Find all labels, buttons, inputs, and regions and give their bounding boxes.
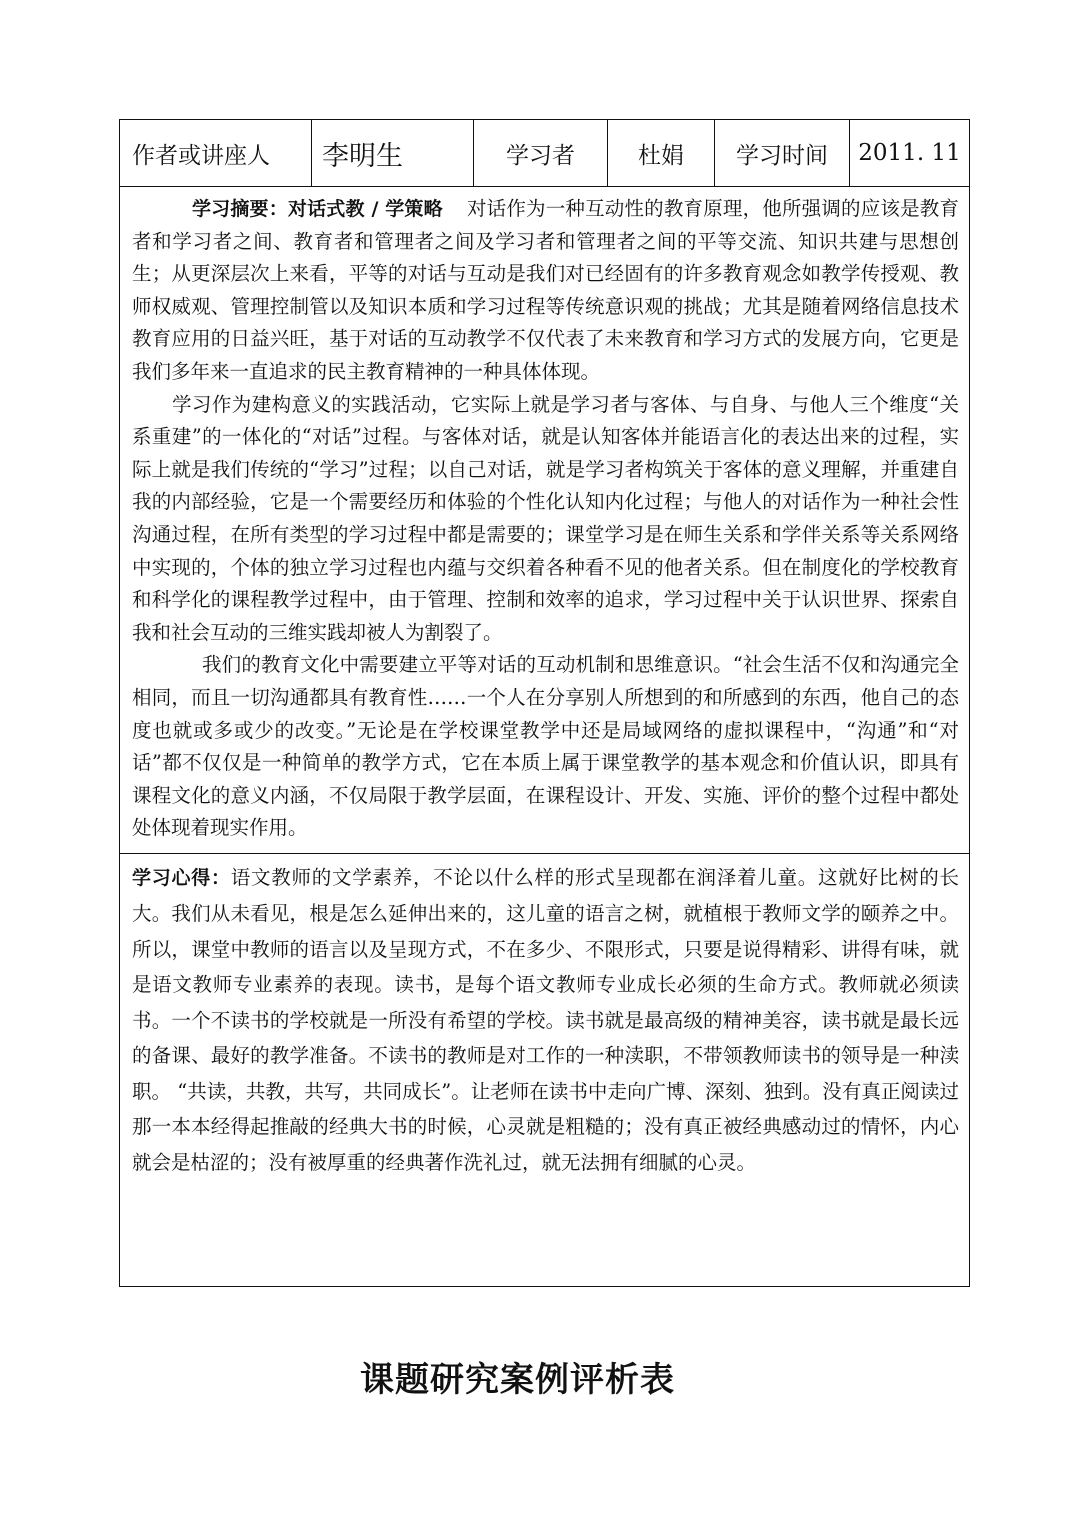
author-value: 李明生 [312,120,474,187]
study-time-label: 学习时间 [715,120,850,187]
learner-label: 学习者 [474,120,608,187]
notes-label: 学习心得： [132,866,231,889]
learner-value: 杜娟 [608,120,715,187]
document-title: 课题研究案例评析表 [360,1360,675,1400]
summary-label: 学习摘要： [192,198,288,220]
summary-topic: 对话式教 / 学策略 [287,198,443,220]
header-row [120,120,970,187]
summary-paragraph-3: 我们的教育文化中需要建立平等对话的互动机制和思维意识。“社会生活不仅和沟通完全相同，而且一切沟通都具有教育性……一个人在分享别人所想到的和所感到的东西，他自己的态度也就或多或少的改变。”无论是在学校课堂教学中还是局域网络的虚拟课程中，“沟通”和“对话”都不仅仅是一种简单的教学方式，它在本质上属于课堂教学的基本观念和价值认识，即具有课程文化的意义内涵，不仅局限于教学层面，在课程设计、开发、实施、评价的整个过程中都处处体现着现实作用。 [132,653,959,840]
notes-text: 语文教师的文学素养，不论以什么样的形式呈现都在润泽着儿童。这就好比树的长大。我们从未看见，根是怎么延伸出来的，这儿童的语言之树，就植根于教师文学的颐养之中。所以，课堂中教师的语言以及呈现方式，不在多少、不限形式，只要是说得精彩、讲得有味，就是语文教师专业素养的表现。读书，是每个语文教师专业成长必须的生命方式。教师就必须读书。一个不读书的学校就是一所没有希望的学校。读书就是最高级的精神美容，读书就是最长远的备课、最好的教学准备。不读书的教师是对工作的一种渎职，不带领教师读书的领导是一种渎职。 “共读，共教，共写，共同成长”。让老师在读书中走向广博、深刻、独到。没有真正阅读过那一本本经得起推敲的经典大书的时候，心灵就是粗糙的；没有真正被经典感动过的情怀，内心就会是枯涩的；没有被厚重的经典著作洗礼过，就无法拥有细腻的心灵。 [132,865,959,1174]
summary-paragraph-2: 学习作为建构意义的实践活动，它实际上就是学习者与客体、与自身、与他人三个维度“关系重建”的一体化的“对话”过程。与客体对话，就是认知客体并能语言化的表达出来的过程，实际上就是我们传统的“学习”过程；以自己对话，就是学习者构筑关于客体的意义理解，并重建自我的内部经验，它是一个需要经历和体验的个性化认知内化过程；与他人的对话作为一种社会性沟通过程，在所有类型的学习过程中都是需要的；课堂学习是在师生关系和学伴关系等关系网络中实现的，个体的独立学习过程也内蕴与交织着各种看不见的他者关系。但在制度化的学校教育和科学化的课程教学过程中，由于管理、控制和效率的追求，学习过程中关于认识世界、探索自我和社会互动的三维实践却被人为割裂了。 [132,392,959,644]
summary-paragraph-1 [132,193,959,389]
notes-paragraph [132,860,959,1181]
notes-section [120,853,970,1286]
summary-text-1: 对话作为一种互动性的教育原理，他所强调的应该是教育者和学习者之间、教育者和管理者之间及学习者和管理者之间的平等交流、知识共建与思想创生；从更深层次上来看，平等的对话与互动是我们对已经固有的许多教育观念如教学传授观、教师权威观、管理控制管以及知识本质和学习过程等传统意识观的挑战；尤其是随着网络信息技术教育应用的日益兴旺，基于对话的互动教学不仅代表了未来教育和学习方式的发展方向，它更是我们多年来一直追求的民主教育精神的一种具体体现。 [132,197,959,383]
study-record-sheet [119,119,969,1287]
study-record-table [119,119,970,1287]
study-time-value: 2011. 11 [850,120,970,187]
summary-section [120,187,970,854]
author-label: 作者或讲座人 [120,120,312,187]
